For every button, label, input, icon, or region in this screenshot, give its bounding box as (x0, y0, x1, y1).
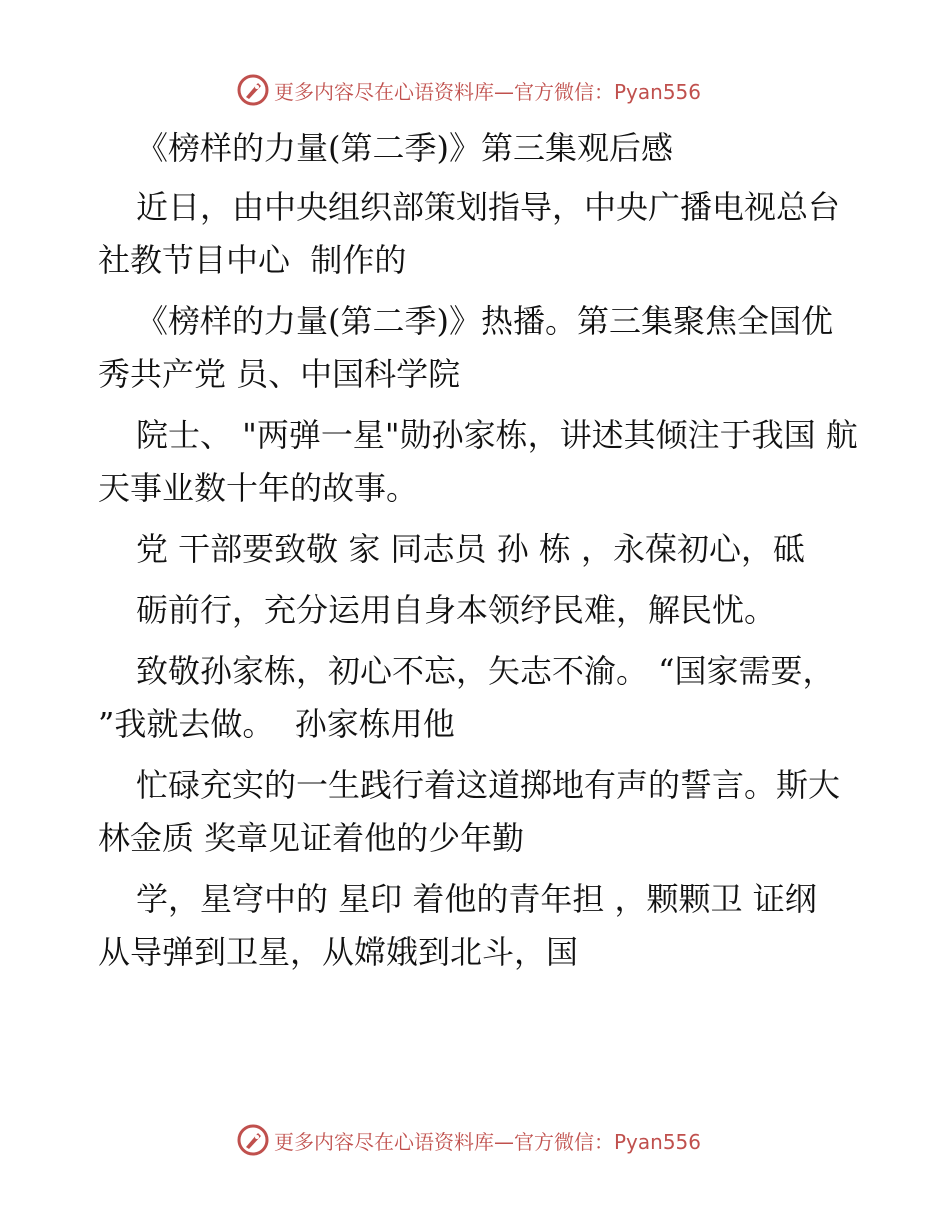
watermark-footer (236, 1120, 701, 1160)
paragraph-4: 党 干部要致敬 家 同志员 孙 栋 ，永葆初心，砥 (136, 530, 806, 568)
watermark-text: 更多内容尽在心语资料库—官方微信：Pyan556 (274, 1129, 702, 1154)
pen-nib-circle-icon (236, 73, 270, 107)
paragraph-7: 忙碌充实的一生践行着这道掷地有声的誓言。斯大林金质 奖章见证着他的少年勤 (98, 766, 841, 857)
paragraph-6: 致敬孙家栋，初心不忘，矢志不渝。 “国家需要， ”我就去做。 孙家栋用他 (98, 652, 845, 743)
paragraph-1: 近日，由中央组织部策划指导，中央广播电视总台社教节目中心 制作的 (98, 188, 841, 279)
document-body (98, 122, 858, 987)
paragraph-8: 学，星穹中的 星印 着他的青年担 ，颗颗卫 证纲 从导弹到卫星，从嫦娥到北斗，国 (98, 880, 838, 971)
watermark-text: 更多内容尽在心语资料库—官方微信：Pyan556 (274, 79, 702, 104)
watermark-header (236, 70, 701, 110)
paragraph-3: 院士、 "两弹一星"勋孙家栋，讲述其倾注于我国 航天事业数十年的故事。 (98, 416, 858, 507)
paragraph-2: 《榜样的力量(第二季)》热播。第三集聚焦全国优秀共产党 员、中国科学院 (98, 302, 833, 393)
document-title: 《榜样的力量(第二季)》第三集观后感 (136, 129, 673, 167)
pen-nib-circle-icon (236, 1123, 270, 1157)
paragraph-5: 砺前行，充分运用自身本领纾民难，解民忧。 (136, 591, 777, 629)
